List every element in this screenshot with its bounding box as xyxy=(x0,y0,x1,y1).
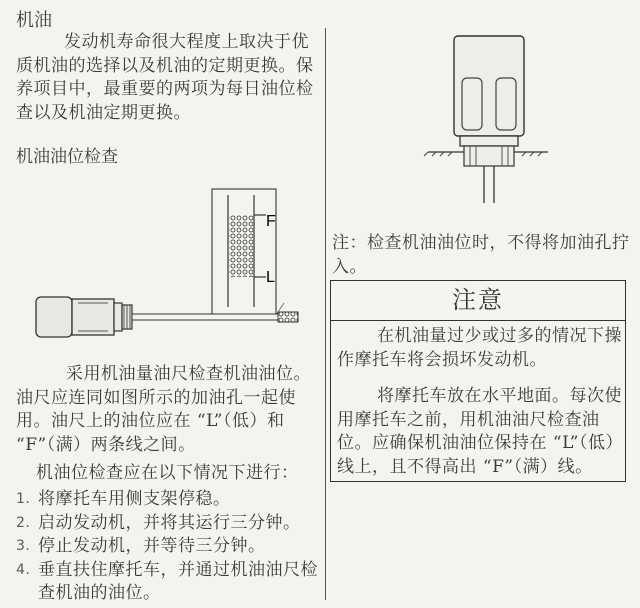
caution-paragraph: 将摩托车放在水平地面。每次使用摩托车之前，用机油油尺检查油位。应确保机油油位保持在 “L”（低）线上，且不得高出 “F”（满）线。 xyxy=(337,386,623,477)
caution-box xyxy=(330,280,626,482)
section-heading: 机油 xyxy=(16,10,52,31)
subsection-heading: 机油油位检查 xyxy=(16,147,118,167)
intro-paragraph: 发动机寿命很大程度上取决于优质机油的选择以及机油的定期更换。保养项目中，最重要的两项为每日油位检查以及机油定期更换。 xyxy=(16,32,314,123)
list-item: 3. 停止发动机，并等待三分钟。 xyxy=(16,536,266,556)
dipstick-illustration xyxy=(20,185,310,345)
low-mark-label: L xyxy=(266,269,275,286)
caution-title: 注意 xyxy=(331,281,625,321)
filler-cap-illustration xyxy=(420,28,560,203)
steps-list xyxy=(16,488,326,606)
caution-paragraph: 在机油量过少或过多的情况下操作摩托车将会损坏发动机。 xyxy=(337,326,622,370)
column-divider xyxy=(325,28,326,600)
oil-level-zone xyxy=(229,215,253,277)
list-item: 4. 垂直扶住摩托车，并通过机油油尺检查机油的油位。 xyxy=(16,559,318,603)
list-item: 2. 启动发动机，并将其运行三分钟。 xyxy=(16,512,301,533)
dipstick-paragraph: 采用机油量油尺检查机油油位。油尺应连同如图所示的加油孔一起使用。油尺上的油位应在 “L”（低）和 “F”（满）两条线之间。 xyxy=(16,364,311,455)
full-mark-label: F xyxy=(266,213,276,230)
steps-lead: 机油位检查应在以下情况下进行： xyxy=(36,463,299,483)
list-item: 1. 将摩托车用侧支架停稳。 xyxy=(16,489,231,509)
note-text: 注：检查机油油位时，不得将加油孔拧入。 xyxy=(332,233,630,277)
